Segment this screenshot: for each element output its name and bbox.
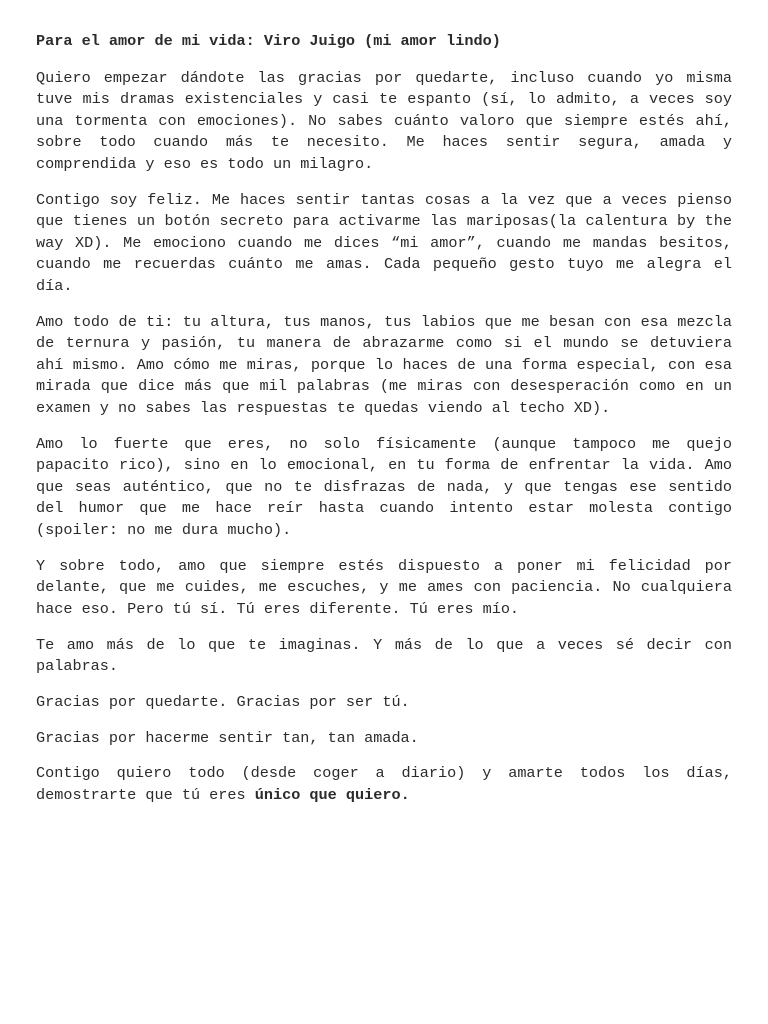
paragraph-thanks-staying: Gracias por quedarte. Gracias por ser tú.: [36, 693, 410, 711]
closing-text: Contigo quiero todo (desde coger a diario) y amarte todos los días, demostrarte que tú eres: [36, 764, 732, 804]
paragraph-strength: Amo lo fuerte que eres, no solo físicamente (aunque tampoco me quejo papacito rico), sino en lo emocional, en tu forma de enfrentar la vida. Amo que seas auténtico, que no te disfrazas de nada, y que tengas ese sentido del humor que me hace reír hasta cuando intento estar molesta contigo (spoiler: no me dura mucho).: [36, 434, 732, 539]
paragraph-love-everything: Amo todo de ti: tu altura, tus manos, tus labios que me besan con esa mezcla de ternura y pasión, tu manera de abrazarme como si el mundo se detuviera ahí mismo. Amo cómo me miras, porque lo haces de una forma especial, con esa mirada que dice más que mil palabras (me miras con desesperación como en un examen y no sabes las respuestas te quedas viendo al techo XD).: [36, 312, 732, 417]
paragraph-love-more: Te amo más de lo que te imaginas. Y más de lo que a veces sé decir con palabras.: [36, 635, 732, 675]
paragraph-above-all: Y sobre todo, amo que siempre estés dispuesto a poner mi felicidad por delante, que me cuides, me escuches, y me ames con paciencia. No cualquiera hace eso. Pero tú sí. Tú eres diferente. Tú eres mío.: [36, 556, 732, 618]
paragraph-happiness: Contigo soy feliz. Me haces sentir tantas cosas a la vez que a veces pienso que tienes un botón secreto para activarme las mariposas(la calentura by the way XD). Me emociono cuando me dices “mi amor”, cuando me mandas besitos, cuando me recuerdas cuánto me amas. Cada pequeño gesto tuyo me alegra el día.: [36, 190, 732, 295]
paragraph-gratitude: Quiero empezar dándote las gracias por quedarte, incluso cuando yo misma tuve mis dramas existenciales y casi te espanto (sí, lo admito, a veces soy una tormenta con emociones). No sabes cuánto valoro que siempre estés ahí, sobre todo cuando más te necesito. Me haces sentir segura, amada y comprendida y eso es todo un milagro.: [36, 68, 732, 173]
paragraph-thanks-loved: Gracias por hacerme sentir tan, tan amada.: [36, 728, 419, 747]
letter-title: Para el amor de mi vida: Viro Juigo (mi amor lindo): [36, 32, 501, 50]
closing-emphasis: único que quiero.: [254, 785, 410, 804]
paragraph-closing: [36, 763, 732, 806]
